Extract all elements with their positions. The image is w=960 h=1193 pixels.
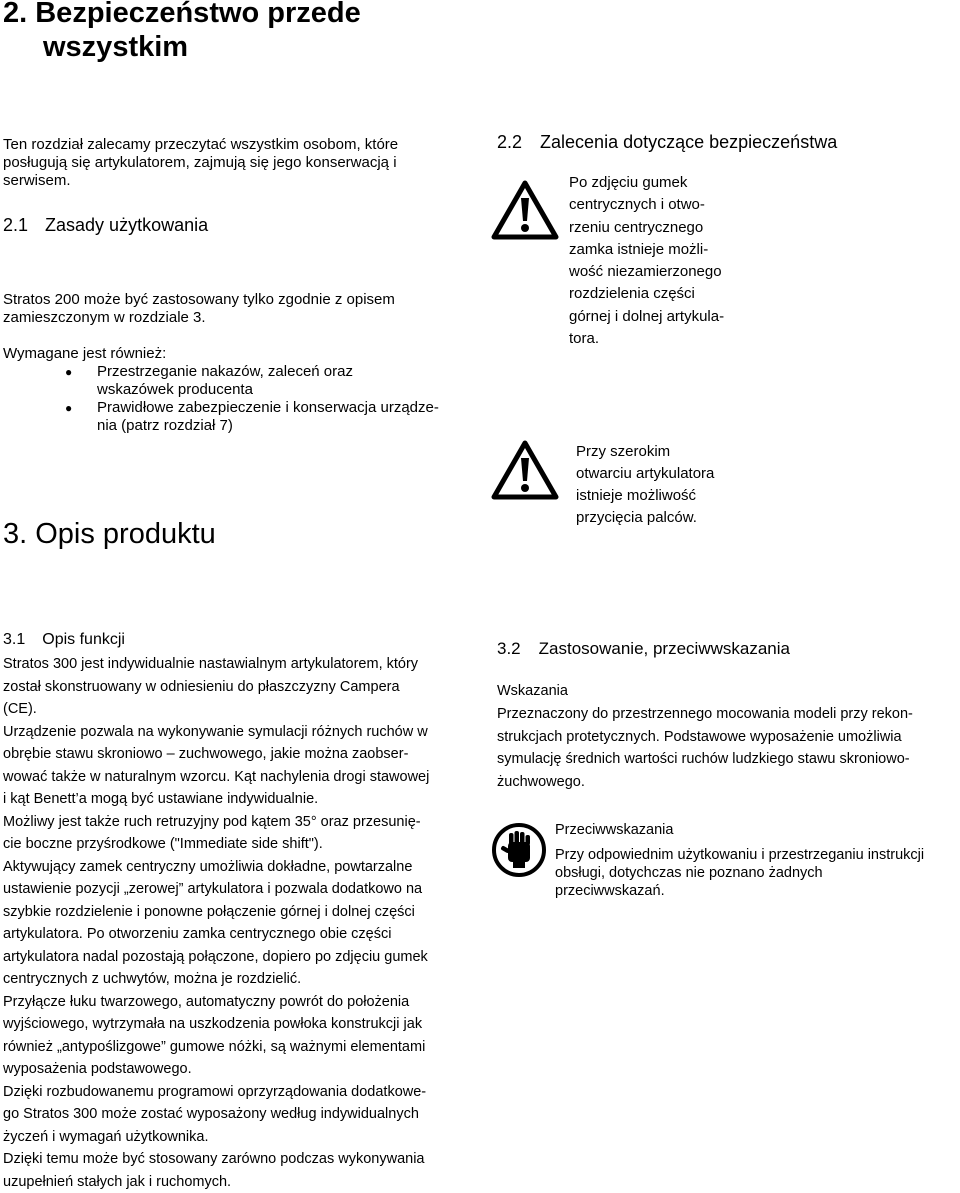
section-2-1-title: Zasady użytkowania xyxy=(45,215,208,235)
body-line: również „antypoślizgowe” gumowe nóżki, są ważnymi elementami xyxy=(3,1036,429,1059)
body-line: został skonstruowany w odniesieniu do płaszczyzny Campera xyxy=(3,676,429,699)
warning-line: istnieje możliwość xyxy=(576,485,714,507)
bullet-text: nia (patrz rozdział 7) xyxy=(97,417,439,435)
body-line: cie boczne przyśrodkowe ("Immediate side shift"). xyxy=(3,833,429,856)
body-line: wyjściowego, wytrzymała na uszkodzenia powłoka konstrukcji jak xyxy=(3,1013,429,1036)
body-line: uzupełnień stałych jak i ruchomych. xyxy=(3,1171,429,1193)
bullet-list xyxy=(63,363,439,435)
body-line: wować także w naturalnym wzorcu. Kąt nachylenia drogi stawowej xyxy=(3,766,429,789)
contraindications-line: przeciwwskazań. xyxy=(555,882,924,900)
list-item xyxy=(63,363,439,399)
body-line: obrębie stawu skroniowo – zuchwowego, jakie można zaobser- xyxy=(3,743,429,766)
indications-label: Wskazania xyxy=(497,680,568,703)
body-line: Możliwy jest także ruch retruzyjny pod kątem 35° oraz przesunię- xyxy=(3,811,429,834)
contraindications-line: Przy odpowiednim użytkowaniu i przestrzeganiu instrukcji xyxy=(555,846,924,864)
section-3-1-number: 3.1 xyxy=(3,631,25,648)
body-line: ustawienie pozycji „zerowej” artykulatora i pozwala dodatkowo na xyxy=(3,878,429,901)
section-2-1-heading xyxy=(3,214,208,236)
body-line: Urządzenie pozwala na wykonywanie symulacji różnych ruchów w xyxy=(3,721,429,744)
body-line: Dzięki temu może być stosowany zarówno podczas wykonywania xyxy=(3,1148,429,1171)
warning-line: górnej i dolnej artykula- xyxy=(569,306,724,328)
body-line: Przyłącze łuku twarzowego, automatyczny powrót do położenia xyxy=(3,991,429,1014)
indications-line: symulację średnich wartości ruchów ludzkiego stawu skroniowo- xyxy=(497,748,913,771)
body-line: szybkie rozdzielenie i ponowne połączenie górnej i dolnej części xyxy=(3,901,429,924)
body-line: Dzięki rozbudowanemu programowi oprzyrządowania dodatkowe- xyxy=(3,1081,429,1104)
warning-line: otwarciu artykulatora xyxy=(576,463,714,485)
warning-triangle-icon xyxy=(491,440,559,500)
section-3-2-title: Zastosowanie, przeciwwskazania xyxy=(539,639,790,658)
body-line: Aktywujący zamek centryczny umożliwia dokładne, powtarzalne xyxy=(3,856,429,879)
section-3-title: 3. Opis produktu xyxy=(3,517,216,551)
stop-hand-icon xyxy=(491,822,547,878)
body-line: go Stratos 300 może zostać wyposażony według indywidualnych xyxy=(3,1103,429,1126)
warning-line: Przy szerokim xyxy=(576,441,714,463)
body-line: Stratos 300 jest indywidualnie nastawialnym artykulatorem, który xyxy=(3,653,429,676)
indications-line: Przeznaczony do przestrzennego mocowania modeli przy rekon- xyxy=(497,703,913,726)
contraindications-label: Przeciwwskazania xyxy=(555,819,673,842)
indications-line: żuchwowego. xyxy=(497,771,913,794)
warning-line: wość niezamierzonego xyxy=(569,261,724,283)
warning-triangle-icon xyxy=(491,180,559,240)
warning-1-text xyxy=(569,172,724,350)
body-line: wyposażenia podstawowego. xyxy=(3,1058,429,1081)
section-2-2-title: Zalecenia dotyczące bezpieczeństwa xyxy=(540,132,837,152)
list-item xyxy=(63,399,439,435)
warning-line: Po zdjęciu gumek xyxy=(569,172,724,194)
bullet-text: Przestrzeganie nakazów, zaleceń oraz xyxy=(97,363,353,381)
bullet-icon: ● xyxy=(63,399,97,435)
indications-line: strukcjach protetycznych. Podstawowe wyposażenie umożliwia xyxy=(497,726,913,749)
section-2-2-heading xyxy=(497,131,837,153)
body-line: (CE). xyxy=(3,698,429,721)
intro-line: Ten rozdział zalecamy przeczytać wszystkim osobom, które xyxy=(3,136,398,154)
body-line: i kąt Benett’a mogą być ustawiane indywidualnie. xyxy=(3,788,429,811)
section-2-2-number: 2.2 xyxy=(497,132,522,152)
section-2-title-line2: wszystkim xyxy=(3,30,361,64)
section-3-1-heading xyxy=(3,630,125,650)
intro-line: serwisem. xyxy=(3,172,398,190)
warning-line: rozdzielenia części xyxy=(569,283,724,305)
section-3-1-body xyxy=(3,653,429,1193)
section-3-2-number: 3.2 xyxy=(497,639,521,658)
bullet-text: wskazówek producenta xyxy=(97,381,353,399)
warning-2-text xyxy=(576,441,714,529)
section-2-title-line1: 2. Bezpieczeństwo przede xyxy=(3,0,361,30)
indications-text xyxy=(497,703,913,793)
warning-line: zamka istnieje możli- xyxy=(569,239,724,261)
paragraph-line: zamieszczonym w rozdziale 3. xyxy=(3,309,395,327)
section-2-intro xyxy=(3,136,398,190)
section-2-1-paragraph xyxy=(3,291,395,327)
contraindications-line: obsługi, dotychczas nie poznano żadnych xyxy=(555,864,924,882)
contraindications-text xyxy=(555,846,924,900)
bullet-text: Prawidłowe zabezpieczenie i konserwacja urządze- xyxy=(97,399,439,417)
warning-line: centrycznych i otwo- xyxy=(569,194,724,216)
warning-line: przycięcia palców. xyxy=(576,507,714,529)
required-label: Wymagane jest również: xyxy=(3,345,166,363)
intro-line: posługują się artykulatorem, zajmują się jego konserwacją i xyxy=(3,154,398,172)
body-line: życzeń i wymagań użytkownika. xyxy=(3,1126,429,1149)
bullet-icon: ● xyxy=(63,363,97,399)
body-line: centrycznych z uchwytów, można je rozdzielić. xyxy=(3,968,429,991)
section-2-title xyxy=(3,0,361,64)
warning-line: rzeniu centrycznego xyxy=(569,217,724,239)
paragraph-line: Stratos 200 może być zastosowany tylko zgodnie z opisem xyxy=(3,291,395,309)
section-2-1-number: 2.1 xyxy=(3,215,28,235)
body-line: artykulatora nadal pozostają połączone, dopiero po zdjęciu gumek xyxy=(3,946,429,969)
body-line: artykulatora. Po otworzeniu zamka centrycznego obie części xyxy=(3,923,429,946)
section-3-1-title: Opis funkcji xyxy=(42,631,125,648)
section-3-2-heading xyxy=(497,639,790,659)
warning-line: tora. xyxy=(569,328,724,350)
